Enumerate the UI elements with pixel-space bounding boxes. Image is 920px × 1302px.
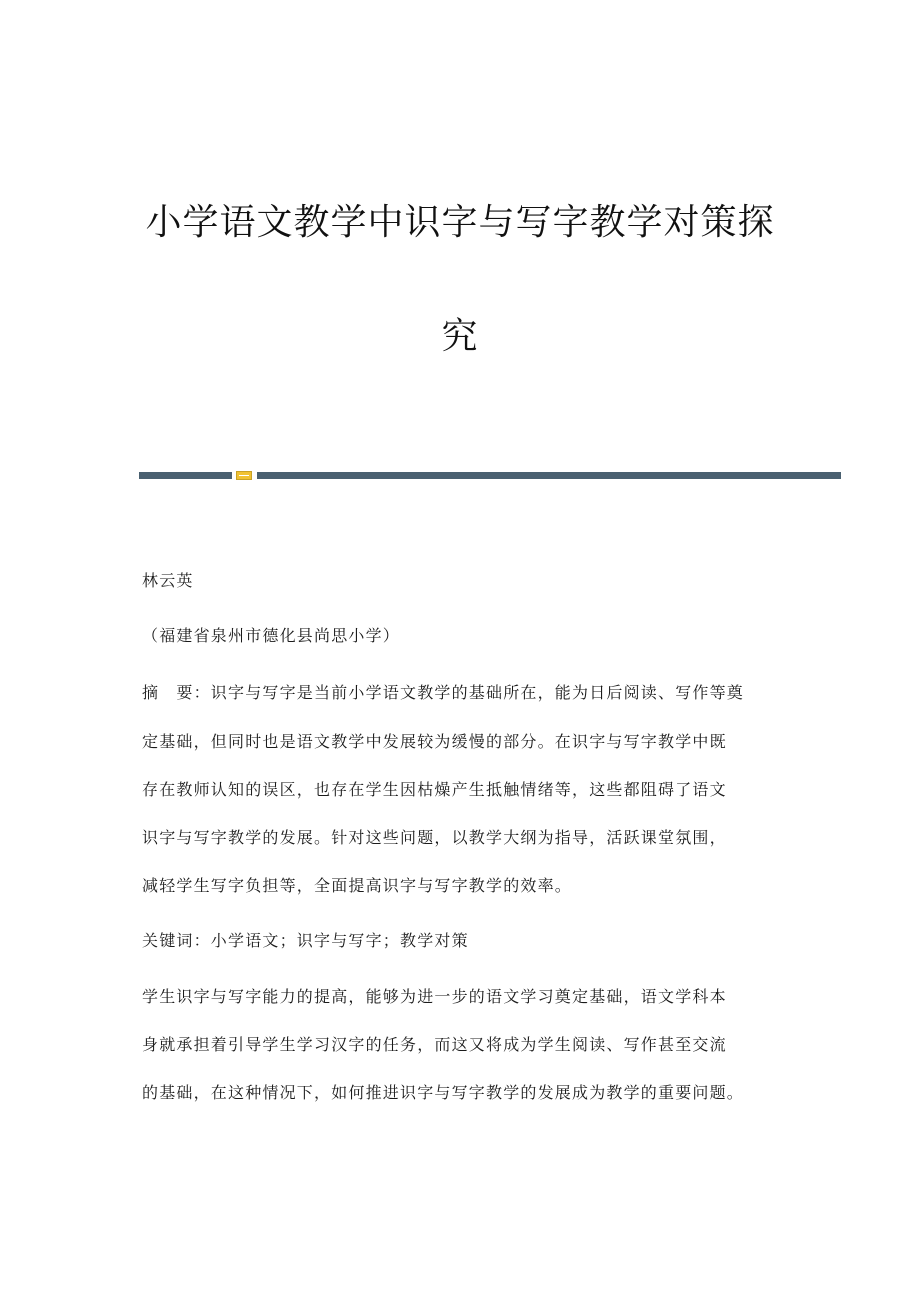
abstract-line: 定基础，但同时也是语文教学中发展较为缓慢的部分。在识字与写字教学中既	[142, 732, 727, 751]
abstract-line: 减轻学生写字负担等，全面提高识字与写字教学的效率。	[142, 876, 573, 895]
author-name: 林云英	[142, 571, 194, 590]
keywords: 关键词：小学语文；识字与写字；教学对策	[142, 931, 469, 950]
document-title-line-2: 究	[441, 316, 479, 357]
divider-bar-right	[257, 472, 841, 479]
body-line: 身就承担着引导学生学习汉字的任务，而这又将成为学生阅读、写作甚至交流	[142, 1035, 727, 1054]
body-line: 的基础，在这种情况下，如何推进识字与写字教学的发展成为教学的重要问题。	[142, 1083, 745, 1102]
title-divider	[139, 471, 841, 480]
body-line: 学生识字与写字能力的提高，能够为进一步的语文学习奠定基础，语文学科本	[142, 987, 727, 1006]
abstract-line: 摘 要：识字与写字是当前小学语文教学的基础所在，能为日后阅读、写作等奠	[142, 683, 745, 702]
abstract-line: 存在教师认知的误区，也存在学生因枯燥产生抵触情绪等，这些都阻碍了语文	[142, 780, 727, 799]
divider-emblem-icon	[236, 471, 252, 480]
document-title-line-1: 小学语文教学中识字与写字教学对策探	[145, 202, 775, 243]
divider-bar-left	[139, 472, 232, 479]
abstract-line: 识字与写字教学的发展。针对这些问题，以教学大纲为指导，活跃课堂氛围，	[142, 828, 727, 847]
author-affiliation: （福建省泉州市德化县尚思小学）	[142, 626, 401, 645]
